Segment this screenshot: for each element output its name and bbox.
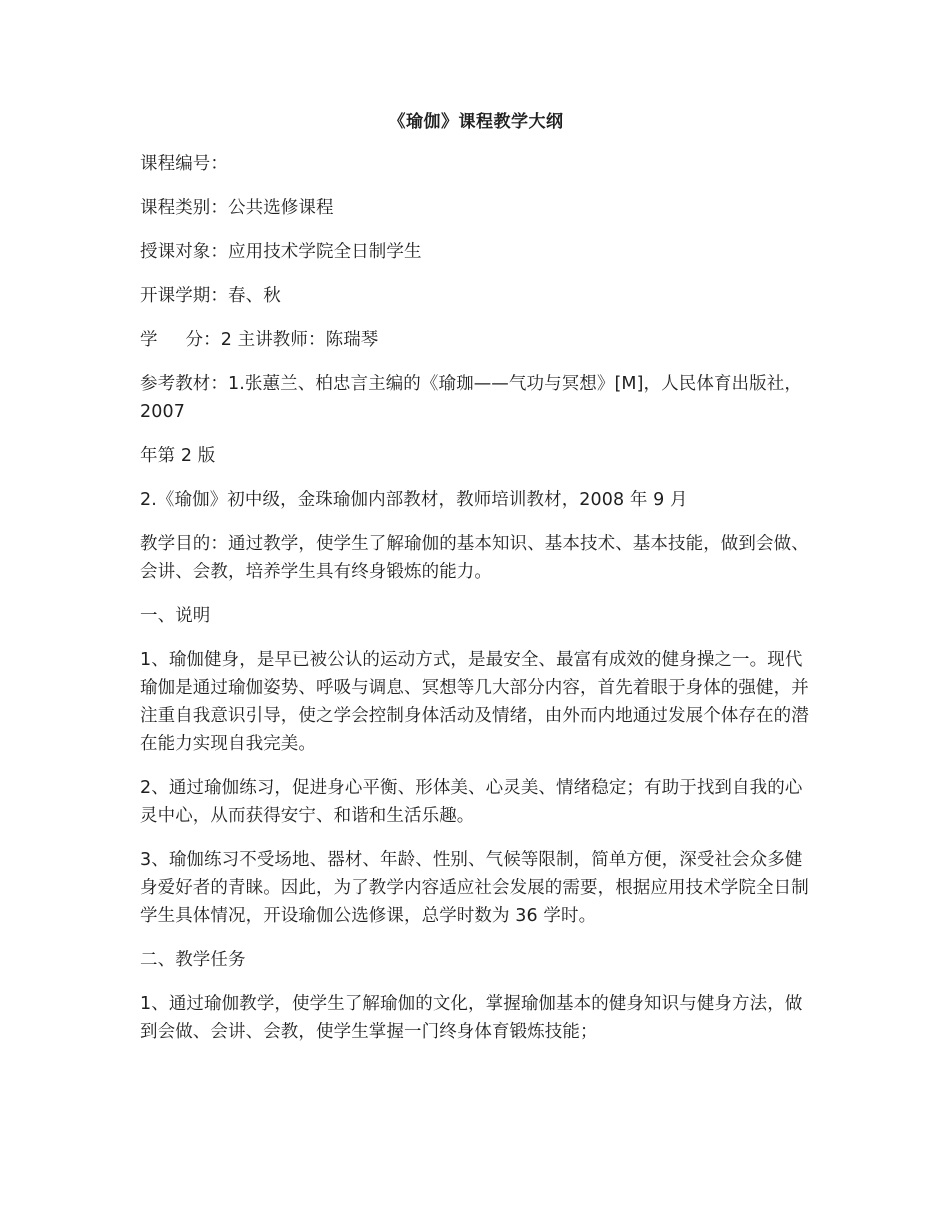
course-type: 课程类别：公共选修课程	[140, 198, 334, 218]
course-credit-teacher	[140, 326, 812, 354]
course-number: 课程编号：	[140, 154, 228, 174]
reference-textbook-1-continued: 年第 2 版	[140, 446, 216, 466]
section-heading-explanation: 一、说明	[140, 606, 211, 626]
explanation-paragraph-1: 1、瑜伽健身，是早已被公认的运动方式，是最安全、最富有成效的健身操之一。现代瑜伽是通过瑜伽姿势、呼吸与调息、冥想等几大部分内容，首先着眼于身体的强健，并注重自我意识引导，使之学会控制身体活动及情绪，由外而内地通过发展个体存在的潜在能力实现自我完美。	[140, 650, 809, 754]
course-semester: 开课学期：春、秋	[140, 286, 281, 306]
reference-textbook-2: 2.《瑜伽》初中级，金珠瑜伽内部教材，教师培训教材，2008 年 9 月	[140, 490, 688, 510]
teaching-objective: 教学目的：通过教学，使学生了解瑜伽的基本知识、基本技术、基本技能，做到会做、会讲、会教，培养学生具有终身锻炼的能力。	[140, 534, 809, 582]
explanation-paragraph-3: 3、瑜伽练习不受场地、器材、年龄、性别、气候等限制，简单方便，深受社会众多健身爱好者的青睐。因此，为了教学内容适应社会发展的需要，根据应用技术学院全日制学生具体情况，开设瑜伽公选修课，总学时数为 36 学时。	[140, 850, 809, 926]
credit-teacher-text: 分：2 主讲教师：陈瑞琴	[185, 330, 379, 350]
course-audience: 授课对象：应用技术学院全日制学生	[140, 242, 422, 262]
tasks-paragraph-1: 1、通过瑜伽教学，使学生了解瑜伽的文化，掌握瑜伽基本的健身知识与健身方法，做到会做、会讲、会教，使学生掌握一门终身体育锻炼技能；	[140, 994, 803, 1042]
section-heading-tasks: 二、教学任务	[140, 950, 246, 970]
credit-label-char: 学	[140, 330, 158, 350]
explanation-paragraph-2: 2、通过瑜伽练习，促进身心平衡、形体美、心灵美、情绪稳定；有助于找到自我的心灵中心，从而获得安宁、和谐和生活乐趣。	[140, 778, 803, 826]
reference-textbook-1: 参考教材：1.张蕙兰、柏忠言主编的《瑜珈——气功与冥想》[M]，人民体育出版社， 2007	[140, 374, 802, 422]
document-title: 《瑜伽》课程教学大纲	[388, 112, 564, 132]
document-page	[140, 108, 812, 1062]
